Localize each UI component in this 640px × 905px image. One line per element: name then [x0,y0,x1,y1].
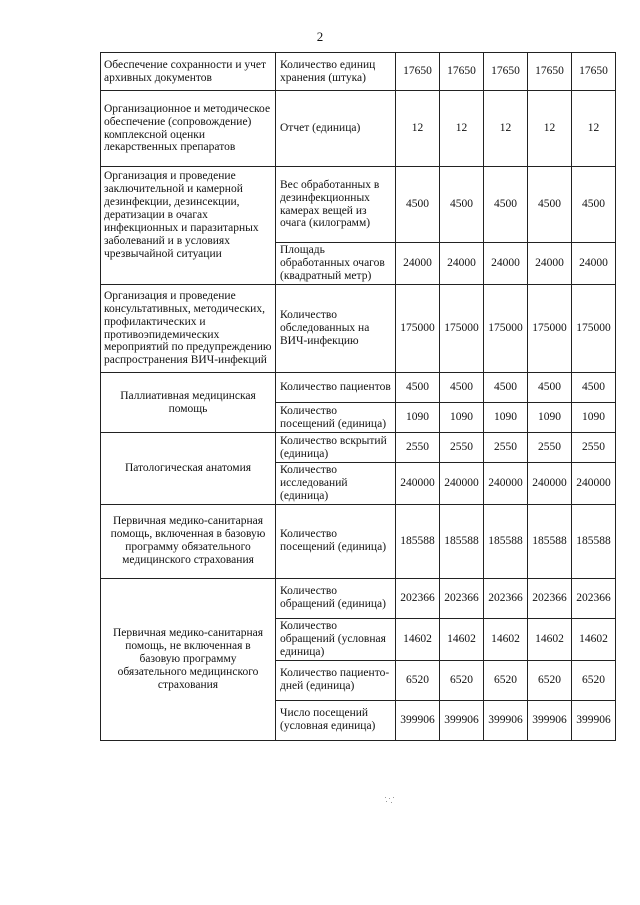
value-cell: 6520 [396,660,440,700]
value-cell: 4500 [528,373,572,403]
value-cell: 6520 [572,660,616,700]
unit-cell: Количество вскрытий (единица) [276,433,396,463]
page-number: 2 [316,29,324,44]
unit-cell: Количество единиц хранения (штука) [276,53,396,91]
activity-cell: Первичная медико-санитарная помощь, не включенная в базовую программу обязательного медицинского страхования [101,578,276,740]
value-cell: 14602 [528,618,572,660]
value-cell: 185588 [572,504,616,578]
value-cell: 2550 [484,433,528,463]
scan-specks [384,796,396,804]
value-cell: 12 [396,91,440,167]
activity-cell: Организация и проведение консультативных, методических, профилактических и противоэпидемических мероприятий по предупреждению распространения ВИЧ-инфекций [101,285,276,373]
unit-cell: Количество пациентов [276,373,396,403]
value-cell: 2550 [528,433,572,463]
unit-cell: Количество обращений (единица) [276,578,396,618]
value-cell: 202366 [572,578,616,618]
value-cell: 240000 [484,463,528,505]
value-cell: 17650 [484,53,528,91]
value-cell: 14602 [396,618,440,660]
value-cell: 24000 [396,243,440,285]
value-cell: 399906 [484,700,528,740]
value-cell: 202366 [528,578,572,618]
activity-cell: Организационное и методическое обеспечение (сопровождение) комплексной оценки лекарственных препаратов [101,91,276,167]
activity-cell: Патологическая анатомия [101,433,276,505]
value-cell: 1090 [484,403,528,433]
value-cell: 185588 [484,504,528,578]
value-cell: 240000 [440,463,484,505]
value-cell: 1090 [528,403,572,433]
value-cell: 1090 [396,403,440,433]
table-row [101,285,616,373]
unit-cell: Количество пациенто-дней (единица) [276,660,396,700]
value-cell: 17650 [440,53,484,91]
value-cell: 14602 [440,618,484,660]
value-cell: 24000 [484,243,528,285]
value-cell: 4500 [396,167,440,243]
unit-cell: Количество исследований (единица) [276,463,396,505]
value-cell: 4500 [396,373,440,403]
value-cell: 4500 [484,167,528,243]
value-cell: 2550 [572,433,616,463]
value-cell: 24000 [440,243,484,285]
value-cell: 240000 [396,463,440,505]
value-cell: 185588 [440,504,484,578]
value-cell: 24000 [528,243,572,285]
value-cell: 12 [440,91,484,167]
value-cell: 4500 [440,373,484,403]
value-cell: 6520 [440,660,484,700]
value-cell: 202366 [484,578,528,618]
table-row [101,578,616,618]
value-cell: 175000 [440,285,484,373]
value-cell: 399906 [440,700,484,740]
value-cell: 175000 [528,285,572,373]
table-row [101,91,616,167]
unit-cell: Количество посещений (единица) [276,504,396,578]
unit-cell: Число посещений (условная единица) [276,700,396,740]
value-cell: 175000 [572,285,616,373]
activity-cell: Обеспечение сохранности и учет архивных документов [101,53,276,91]
activity-cell: Первичная медико-санитарная помощь, включенная в базовую программу обязательного медицинского страхования [101,504,276,578]
value-cell: 240000 [572,463,616,505]
table-row [101,373,616,403]
value-cell: 17650 [572,53,616,91]
value-cell: 14602 [572,618,616,660]
value-cell: 6520 [484,660,528,700]
value-cell: 4500 [440,167,484,243]
value-cell: 240000 [528,463,572,505]
value-cell: 202366 [440,578,484,618]
value-cell: 399906 [572,700,616,740]
table-row [101,53,616,91]
unit-cell: Количество обследованных на ВИЧ-инфекцию [276,285,396,373]
table-row [101,433,616,463]
value-cell: 1090 [572,403,616,433]
value-cell: 17650 [396,53,440,91]
value-cell: 12 [572,91,616,167]
value-cell: 17650 [528,53,572,91]
value-cell: 4500 [484,373,528,403]
table-row [101,504,616,578]
value-cell: 175000 [484,285,528,373]
value-cell: 2550 [440,433,484,463]
value-cell: 399906 [396,700,440,740]
unit-cell: Количество посещений (единица) [276,403,396,433]
value-cell: 2550 [396,433,440,463]
unit-cell: Площадь обработанных очагов (квадратный метр) [276,243,396,285]
unit-cell: Отчет (единица) [276,91,396,167]
value-cell: 185588 [528,504,572,578]
value-cell: 185588 [396,504,440,578]
value-cell: 4500 [572,373,616,403]
services-table [100,52,616,741]
unit-cell: Количество обращений (условная единица) [276,618,396,660]
value-cell: 6520 [528,660,572,700]
value-cell: 12 [484,91,528,167]
unit-cell: Вес обработанных в дезинфекционных камерах вещей из очага (килограмм) [276,167,396,243]
value-cell: 1090 [440,403,484,433]
activity-cell: Организация и проведение заключительной и камерной дезинфекции, дезинсекции, дератизации в очагах инфекционных и паразитарных заболеваний и в условиях чрезвычайной ситуации [101,167,276,285]
activity-cell: Паллиативная медицинская помощь [101,373,276,433]
table-row [101,167,616,243]
value-cell: 399906 [528,700,572,740]
value-cell: 4500 [572,167,616,243]
value-cell: 202366 [396,578,440,618]
value-cell: 12 [528,91,572,167]
value-cell: 24000 [572,243,616,285]
value-cell: 14602 [484,618,528,660]
value-cell: 4500 [528,167,572,243]
value-cell: 175000 [396,285,440,373]
